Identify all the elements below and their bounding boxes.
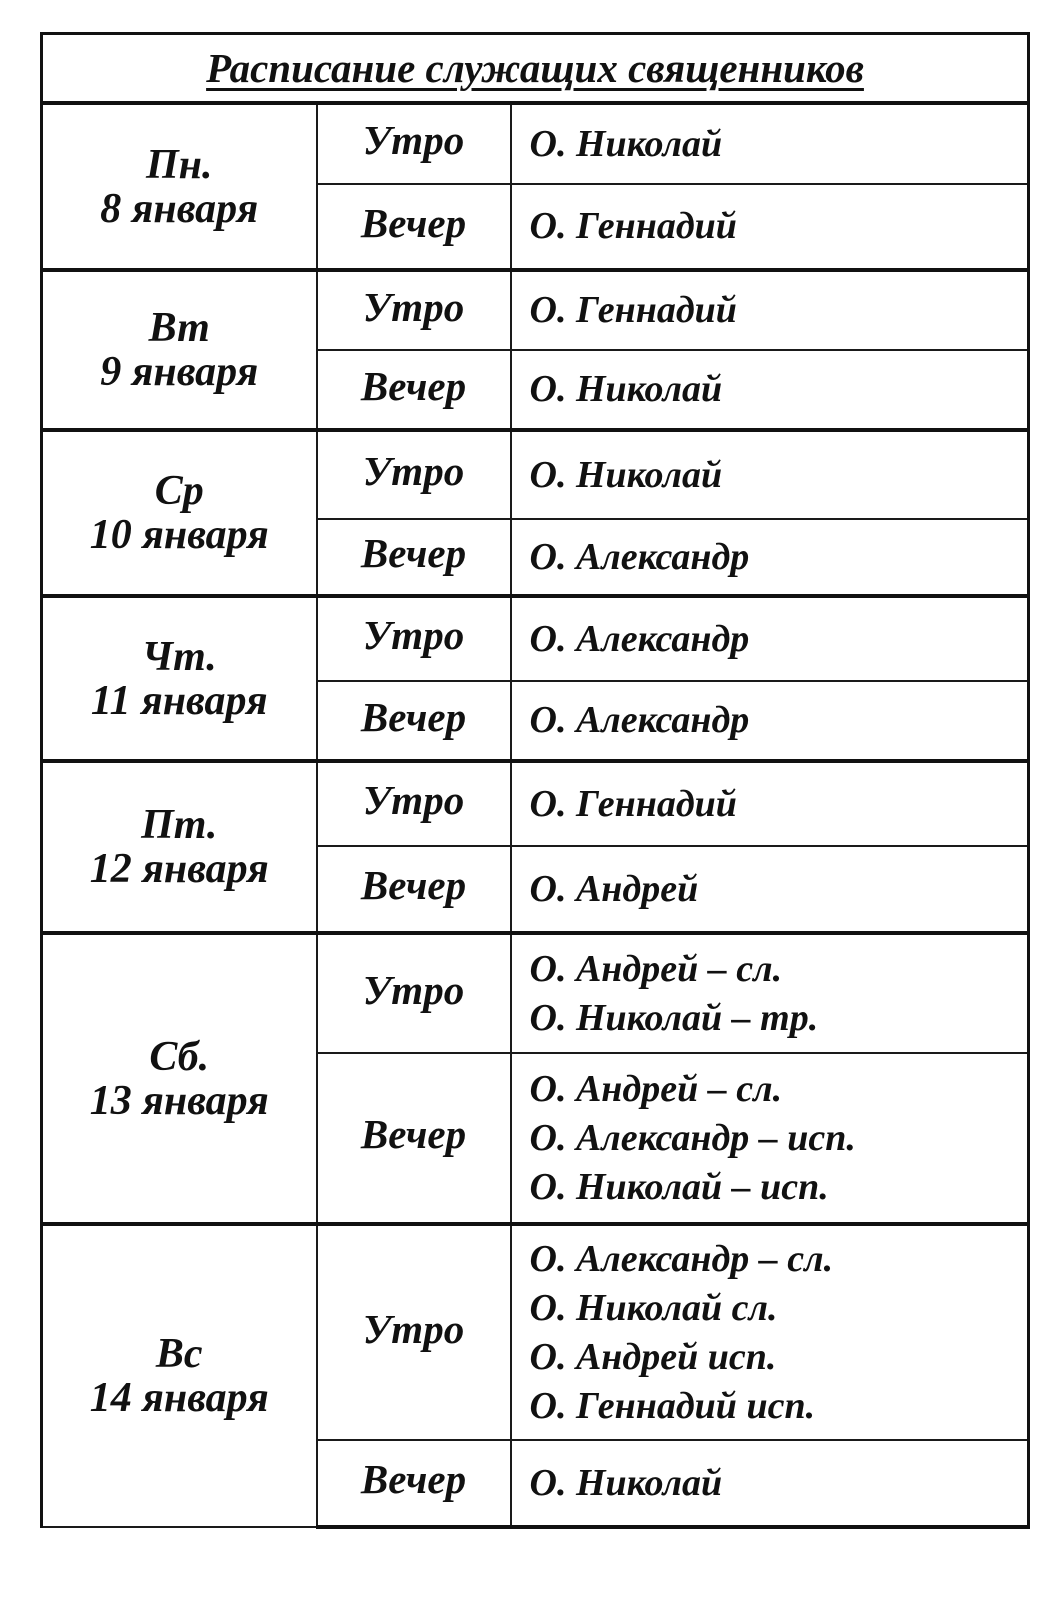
- day-date: 12 января: [89, 846, 269, 892]
- period-cell-morning: [317, 103, 511, 184]
- day-date: 10 января: [89, 512, 269, 558]
- schedule-row-morning: [42, 430, 1029, 519]
- priest-name: О. Николай сл.: [529, 1286, 778, 1329]
- priest-cell: [511, 103, 1029, 184]
- priest-cell: [511, 933, 1029, 1053]
- period-label: Вечер: [360, 1456, 467, 1502]
- period-cell-evening: [317, 519, 511, 596]
- day-weekday: Пт.: [141, 802, 218, 848]
- period-label: Вечер: [360, 862, 467, 908]
- day-weekday: Вт: [148, 305, 210, 351]
- priest-cell: [511, 270, 1029, 350]
- period-label: Утро: [362, 777, 465, 823]
- period-label: Утро: [362, 1305, 465, 1352]
- period-cell-morning: [317, 1224, 511, 1440]
- period-label: Утро: [362, 117, 465, 163]
- priest-cell: [511, 761, 1029, 846]
- period-cell-evening: [317, 1053, 511, 1224]
- priest-name: О. Николай – тр.: [529, 996, 819, 1039]
- day-cell: [42, 933, 317, 1224]
- period-cell-morning: [317, 596, 511, 681]
- day-date: 11 января: [90, 677, 268, 724]
- day-cell: [42, 430, 317, 596]
- schedule-row-morning: [42, 933, 1029, 1053]
- period-label: Вечер: [360, 1111, 467, 1157]
- priest-name: О. Николай: [529, 122, 723, 165]
- schedule-row-morning: [42, 761, 1029, 846]
- day-cell: [42, 270, 317, 430]
- priest-name: О. Александр: [529, 535, 750, 578]
- day-weekday: Сб.: [149, 1033, 210, 1080]
- day-cell: [42, 596, 317, 761]
- priest-cell: [511, 681, 1029, 761]
- schedule-row-morning: [42, 596, 1029, 681]
- day-weekday: Ср: [154, 468, 204, 514]
- period-cell-morning: [317, 270, 511, 350]
- priest-name: О. Александр – сл.: [529, 1237, 834, 1280]
- schedule-row-morning: [42, 1224, 1029, 1440]
- period-label: Утро: [362, 448, 465, 494]
- priest-name: О. Андрей: [529, 867, 699, 910]
- day-date: 8 января: [100, 185, 259, 232]
- day-cell: [42, 761, 317, 933]
- priest-name: О. Геннадий: [529, 289, 737, 331]
- priest-name: О. Андрей – сл.: [529, 1067, 783, 1110]
- priest-cell: [511, 519, 1029, 596]
- priest-name: О. Андрей исп.: [529, 1335, 777, 1378]
- priest-name: О. Николай: [529, 1461, 723, 1504]
- period-label: Вечер: [360, 362, 467, 409]
- period-cell-evening: [317, 350, 511, 430]
- priest-name: О. Александр: [529, 617, 750, 660]
- period-cell-evening: [317, 184, 511, 270]
- day-weekday: Пн.: [146, 141, 213, 188]
- priest-name: О. Андрей – сл.: [529, 947, 783, 990]
- priest-cell: [511, 184, 1029, 270]
- priest-name: О. Александр – исп.: [529, 1116, 856, 1159]
- period-cell-morning: [317, 761, 511, 846]
- priest-cell: [511, 350, 1029, 430]
- day-date: 13 января: [89, 1077, 269, 1124]
- priest-name: О. Николай: [529, 453, 723, 496]
- period-cell-evening: [317, 1440, 511, 1527]
- priest-name: О. Николай – исп.: [529, 1165, 829, 1208]
- period-label: Утро: [362, 283, 465, 330]
- day-date: 14 января: [89, 1375, 269, 1421]
- day-weekday: Чт.: [141, 633, 217, 680]
- period-label: Вечер: [360, 530, 467, 576]
- day-weekday: Вс: [155, 1331, 203, 1377]
- day-cell: [42, 1224, 317, 1527]
- priest-name: О. Александр: [529, 699, 750, 741]
- period-cell-morning: [317, 430, 511, 519]
- schedule-row-morning: [42, 270, 1029, 350]
- schedule-row-morning: [42, 103, 1029, 184]
- period-label: Утро: [362, 966, 465, 1013]
- priest-cell: [511, 1440, 1029, 1527]
- priest-name: О. Николай: [529, 368, 723, 410]
- period-label: Утро: [362, 612, 465, 658]
- priest-name: О. Геннадий исп.: [529, 1384, 816, 1427]
- priest-cell: [511, 430, 1029, 519]
- period-cell-evening: [317, 681, 511, 761]
- priest-cell: [511, 1053, 1029, 1224]
- day-cell: [42, 103, 317, 270]
- day-date: 9 января: [100, 349, 259, 395]
- priest-name: О. Геннадий: [529, 205, 737, 247]
- period-label: Вечер: [360, 693, 467, 740]
- priest-name: О. Геннадий: [529, 782, 737, 825]
- period-cell-morning: [317, 933, 511, 1053]
- priest-cell: [511, 846, 1029, 933]
- priest-cell: [511, 1224, 1029, 1440]
- schedule-title-cell: [42, 34, 1029, 104]
- schedule-table: [40, 32, 1030, 1529]
- period-label: Вечер: [360, 199, 467, 246]
- priest-cell: [511, 596, 1029, 681]
- schedule-title: Расписание служащих священников: [206, 45, 864, 91]
- period-cell-evening: [317, 846, 511, 933]
